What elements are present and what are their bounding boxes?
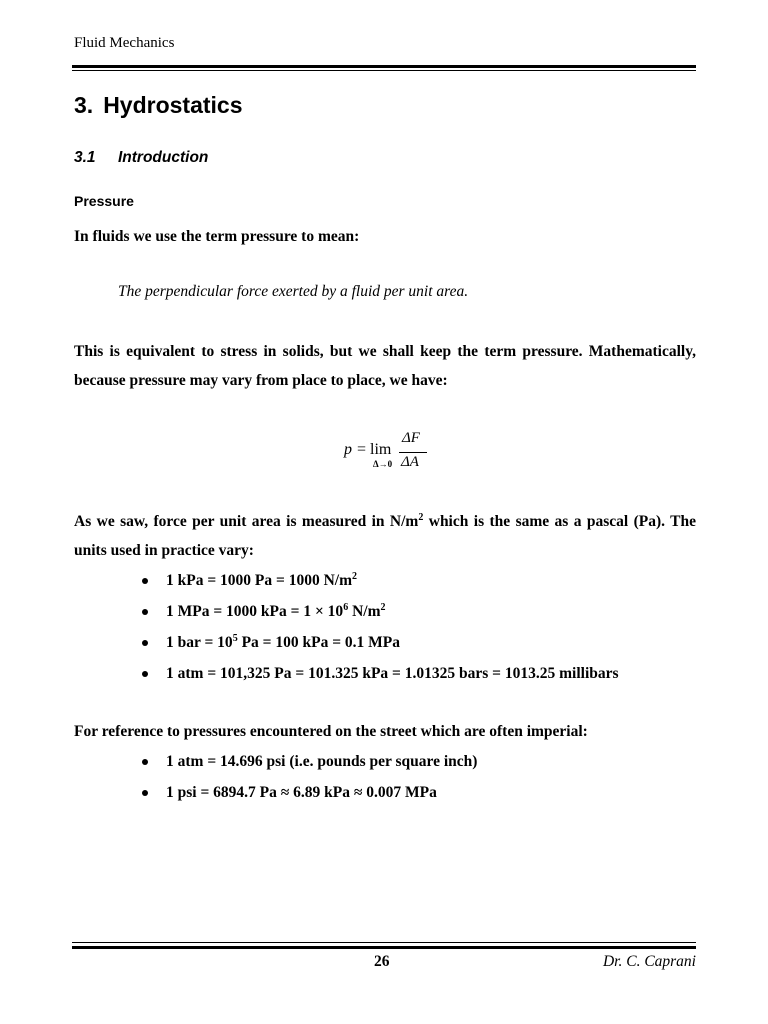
units-bullet-list [140, 568, 700, 692]
chapter-heading [74, 92, 243, 119]
list-item: 1 atm = 101,325 Pa = 101.325 kPa = 1.01325 bars = 1013.25 millibars [140, 661, 700, 692]
bullet-icon [142, 671, 148, 677]
section-number: 3.1 [74, 149, 96, 166]
imperial-paragraph: For reference to pressures encountered on the street which are often imperial: [74, 723, 588, 740]
equation-fraction-bar [399, 452, 427, 453]
list-item: 1 kPa = 1000 Pa = 1000 $N/m^2$ [140, 568, 700, 599]
footer-rule-thick [72, 946, 696, 949]
chapter-title: Hydrostatics [103, 92, 243, 118]
imperial-bullet-list [140, 749, 700, 811]
list-item: 1 atm = 14.696 psi (i.e. pounds per square inch) [140, 749, 700, 780]
list-item: 1 MPa = 1000 kPa = $1 \times 10^6$ $N/m^2$ [140, 599, 700, 630]
running-header-title: Fluid Mechanics [74, 35, 175, 51]
section-title: Introduction [118, 149, 209, 166]
bullet-icon [142, 759, 148, 765]
list-item: 1 bar = $10^5$ Pa = 100 kPa = 0.1 MPa [140, 630, 700, 661]
bullet-icon [142, 578, 148, 584]
pressure-equation [340, 428, 460, 478]
bullet-icon [142, 609, 148, 615]
stress-paragraph: This is equivalent to stress in solids, but we shall keep the term pressure. Mathematically, because pressure may vary from place to place, we have: [74, 343, 696, 389]
intro-paragraph: In fluids we use the term pressure to mean: [74, 228, 360, 245]
header-rule-thin [72, 70, 696, 71]
bullet-icon [142, 790, 148, 796]
pressure-definition: The perpendicular force exerted by a fluid per unit area. [118, 283, 469, 300]
header-rule-thick [72, 65, 696, 68]
equation-equals: = [357, 441, 367, 458]
units-text-before: As we saw, force per unit area is measured in N/m [74, 513, 419, 530]
equation-denominator: ΔA [401, 454, 419, 470]
page-number: 26 [374, 953, 390, 970]
equation-numerator: ΔF [402, 430, 420, 446]
footer-author: Dr. C. Caprani [602, 953, 696, 970]
equation-limit: lim [370, 441, 392, 458]
footer-rule-thin [72, 942, 696, 943]
section-heading [74, 149, 208, 167]
bullet-icon [142, 640, 148, 646]
list-item: 1 psi = 6894.7 Pa ≈ 6.89 kPa ≈ 0.007 MPa [140, 780, 700, 811]
chapter-number: 3. [74, 92, 94, 118]
subheading-pressure: Pressure [74, 193, 134, 209]
units-text-after: which is the same as a pascal (Pa). The units used in practice vary: [74, 513, 696, 559]
units-text-superscript: 2 [418, 511, 424, 523]
equation-limit-subscript: Δ→0 [373, 459, 393, 469]
units-paragraph [74, 507, 696, 565]
equation-lhs: p [344, 441, 352, 458]
